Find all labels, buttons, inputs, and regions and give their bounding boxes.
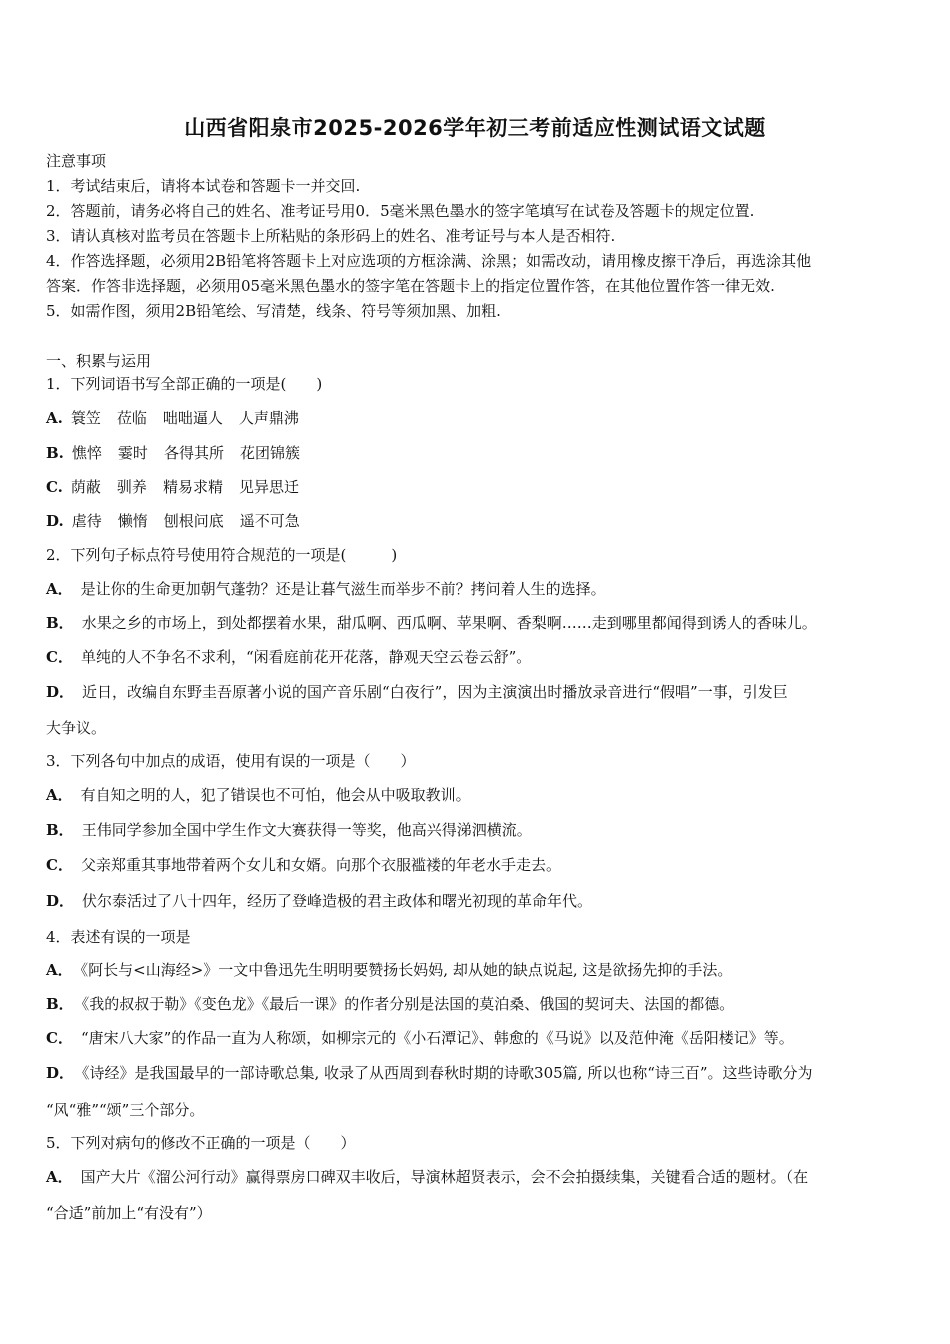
option-text: 国产大片《溜公河行动》赢得票房口碑双丰收后，导演林超贤表示，会不会拍摄续集，关键看合适的题材。（在: [80, 1168, 809, 1186]
q4-option-d: D． 《诗经》是我国最早的一部诗歌总集, 收录了从西周到春秋时期的诗歌305篇, 所以也称“诗三百”。这些诗歌分为: [46, 1064, 813, 1082]
section-heading: 一、积累与运用: [46, 352, 152, 370]
option-word: 簑笠: [70, 409, 101, 427]
q4-option-d-cont: “风“雅”“颂”三个部分。: [46, 1101, 205, 1119]
q3-option-b: B． 王伟同学参加全国中学生作文大赛获得一等奖，他高兴得涕泗横流。: [46, 821, 532, 839]
option-text: 单纯的人不争名不求利，“闲看庭前花开花落，静观天空云卷云舒”。: [80, 648, 532, 666]
q2-option-a: A． 是让你的生命更加朝气蓬勃？还是让暮气滋生而举步不前？拷问着人生的选择。: [46, 580, 606, 598]
option-text: 父亲郑重其事地带着两个女儿和女婿。向那个衣服褴褛的年老水手走去。: [80, 856, 561, 874]
option-word: 精易求精: [162, 478, 223, 496]
option-word: 各得其所: [163, 444, 224, 462]
option-label: A.: [46, 409, 63, 427]
q4-option-c: C． “唐宋八大家”的作品一直为人称颂，如柳宗元的《小石潭记》、韩愈的《马说》以及范仲淹《岳阳楼记》等。: [46, 1029, 794, 1047]
q3-option-d: D． 伏尔泰活过了八十四年，经历了登峰造极的君主政体和曙光初现的革命年代。: [46, 892, 593, 910]
notice-item: 4．作答选择题，必须用2B铅笔将答题卡上对应选项的方框涂满、涂黑；如需改动，请用橡皮擦干净后，再选涂其他: [46, 252, 812, 270]
option-text: 《我的叔叔于勒》《变色龙》《最后一课》的作者分别是法国的莫泊桑、俄国的契诃夫、法国的都德。: [81, 995, 735, 1013]
option-word: 遥不可急: [239, 512, 300, 530]
option-word: 驯养: [116, 478, 147, 496]
q2-stem: 2．下列句子标点符号使用符合规范的一项是( ): [46, 546, 398, 564]
option-word: 莅临: [116, 409, 147, 427]
option-text: 是让你的生命更加朝气蓬勃？还是让暮气滋生而举步不前？拷问着人生的选择。: [80, 580, 606, 598]
q5-option-a: A． 国产大片《溜公河行动》赢得票房口碑双丰收后，导演林超贤表示，会不会拍摄续集，关键看合适的题材。（在: [46, 1168, 809, 1186]
option-word: 咄咄逼人: [162, 409, 223, 427]
q3-option-c: C． 父亲郑重其事地带着两个女儿和女婿。向那个衣服褴褛的年老水手走去。: [46, 856, 561, 874]
exam-title: 山西省阳泉市2025-2026学年初三考前适应性测试语文试题: [184, 116, 766, 140]
q1-option-a: [46, 408, 299, 428]
option-word: 荫蔽: [70, 478, 101, 496]
option-word: 霎时: [117, 444, 148, 462]
notice-item: 1．考试结束后，请将本试卷和答题卡一并交回.: [46, 177, 361, 195]
option-text: 水果之乡的市场上，到处都摆着水果，甜瓜啊、西瓜啊、苹果啊、香梨啊……走到哪里都闻得到诱人的香味儿。: [81, 614, 817, 632]
option-word: 刨根问底: [163, 512, 224, 530]
q3-option-a: A． 有自知之明的人，犯了错误也不可怕，他会从中吸取教训。: [46, 786, 471, 804]
notice-heading: 注意事项: [46, 152, 107, 170]
q4-stem: 4．表述有误的一项是: [46, 928, 191, 946]
option-label: C.: [46, 478, 63, 496]
notice-item: 3．请认真核对监考员在答题卡上所粘贴的条形码上的姓名、准考证号与本人是否相符.: [46, 227, 616, 245]
notice-item: 5．如需作图，须用2B铅笔绘、写清楚，线条、符号等须加黑、加粗.: [46, 302, 501, 320]
option-word: 花团锦簇: [239, 444, 300, 462]
q1-option-d: [46, 511, 300, 531]
q4-option-a: A． 《阿长与<山海经>》一文中鲁迅先生明明要赞扬长妈妈, 却从她的缺点说起, 这是欲扬先抑的手法。: [46, 961, 733, 979]
option-text: 有自知之明的人，犯了错误也不可怕，他会从中吸取教训。: [80, 786, 471, 804]
option-text: 《阿长与<山海经>》一文中鲁迅先生明明要赞扬长妈妈, 却从她的缺点说起, 这是欲扬先抑的手法。: [80, 961, 733, 979]
q2-option-b: B． 水果之乡的市场上，到处都摆着水果，甜瓜啊、西瓜啊、苹果啊、香梨啊……走到哪里都闻得到诱人的香味儿。: [46, 614, 817, 632]
option-text: 王伟同学参加全国中学生作文大赛获得一等奖，他高兴得涕泗横流。: [81, 821, 532, 839]
option-text: 近日，改编自东野圭吾原著小说的国产音乐剧“白夜行”，因为主演演出时播放录音进行“假唱”一事，引发巨: [82, 683, 788, 701]
option-text: 伏尔泰活过了八十四年，经历了登峰造极的君主政体和曙光初现的革命年代。: [82, 892, 593, 910]
notice-item: 2．答题前，请务必将自己的姓名、准考证号用0．5毫米黑色墨水的签字笔填写在试卷及答题卡的规定位置.: [46, 202, 755, 220]
q5-stem: 5．下列对病句的修改不正确的一项是（ ）: [46, 1134, 356, 1152]
q3-stem: 3．下列各句中加点的成语，使用有误的一项是（ ）: [46, 752, 416, 770]
option-word: 见异思迁: [238, 478, 299, 496]
q1-stem: 1．下列词语书写全部正确的一项是( ): [46, 375, 323, 393]
q2-option-d-cont: 大争议。: [46, 719, 107, 737]
option-text: 《诗经》是我国最早的一部诗歌总集, 收录了从西周到春秋时期的诗歌305篇, 所以也称“诗三百”。这些诗歌分为: [82, 1064, 813, 1082]
q4-option-b: B． 《我的叔叔于勒》《变色龙》《最后一课》的作者分别是法国的莫泊桑、俄国的契诃夫、法国的都德。: [46, 995, 735, 1013]
option-word: 憔悴: [71, 444, 102, 462]
q5-option-a-cont: “合适”前加上“有没有”）: [46, 1204, 212, 1222]
option-text: “唐宋八大家”的作品一直为人称颂，如柳宗元的《小石潭记》、韩愈的《马说》以及范仲淹《岳阳楼记》等。: [80, 1029, 794, 1047]
q2-option-d: D． 近日，改编自东野圭吾原著小说的国产音乐剧“白夜行”，因为主演演出时播放录音进行“假唱”一事，引发巨: [46, 683, 788, 701]
q1-option-b: [46, 443, 300, 463]
option-word: 人声鼎沸: [238, 409, 299, 427]
option-word: 懒惰: [117, 512, 148, 530]
q1-option-c: [46, 477, 299, 497]
notice-item: 答案．作答非选择题，必须用05毫米黑色墨水的签字笔在答题卡上的指定位置作答，在其他位置作答一律无效.: [46, 277, 775, 295]
option-label: B.: [46, 444, 64, 462]
q2-option-c: C． 单纯的人不争名不求利，“闲看庭前花开花落，静观天空云卷云舒”。: [46, 648, 532, 666]
option-word: 虐待: [71, 512, 102, 530]
option-label: D.: [46, 512, 64, 530]
